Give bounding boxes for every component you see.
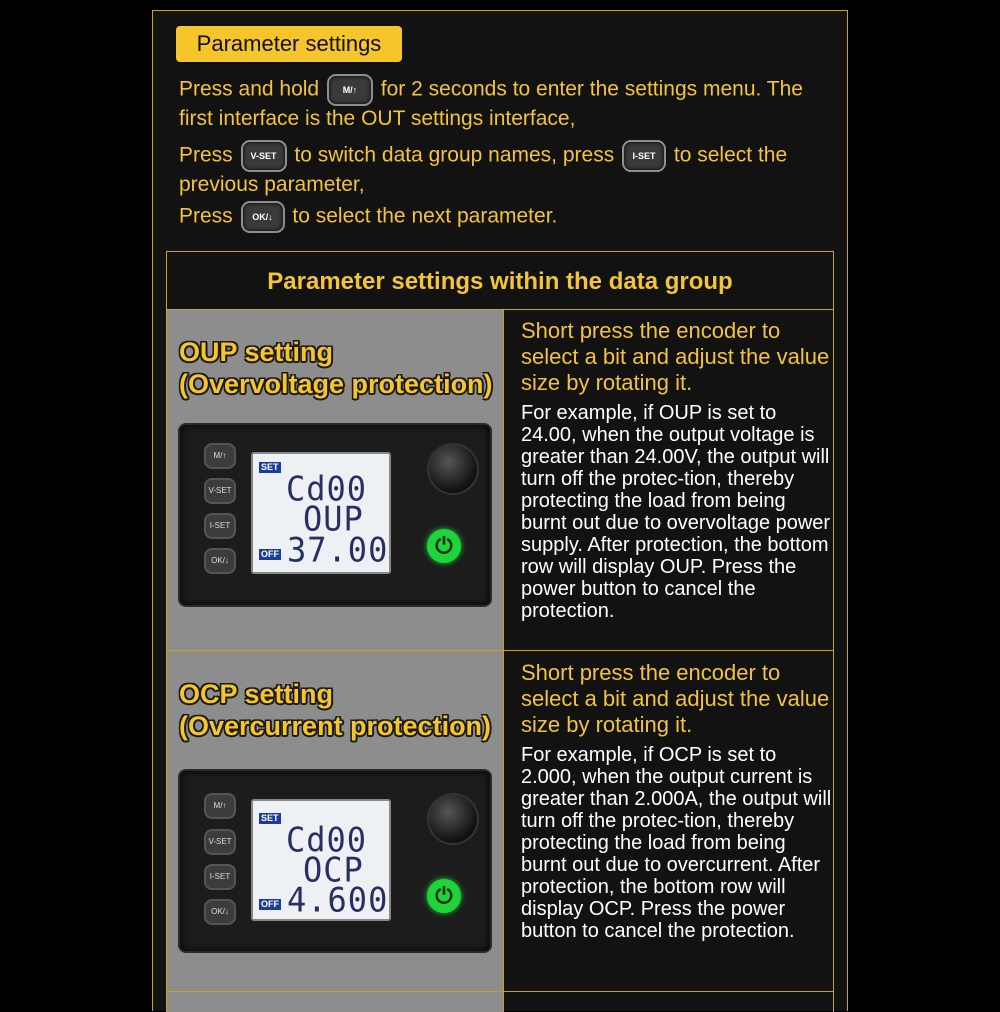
- table-title: Parameter settings within the data group: [167, 252, 833, 310]
- data-group-table: [166, 251, 834, 1012]
- lcd-off-tag: OFF: [261, 899, 279, 909]
- lcd-row-2: OUP: [303, 499, 364, 539]
- lcd-row-2: OCP: [303, 850, 364, 890]
- lcd-set-tag: SET: [261, 813, 279, 823]
- device-lcd: [251, 799, 391, 921]
- ocp-image-cell: [167, 651, 504, 991]
- device-ok-button: OK/↓: [204, 548, 236, 574]
- ok-key-icon: OK/↓: [241, 201, 285, 233]
- lcd-off-tag: OFF: [261, 549, 279, 559]
- device-vset-button: V-SET: [204, 478, 236, 504]
- oup-image-cell: [167, 310, 504, 650]
- device-m-button: M/↑: [204, 443, 236, 469]
- oup-title: OUP setting (Overvoltage protection): [179, 337, 493, 399]
- vset-key-icon: V-SET: [241, 140, 287, 172]
- lcd-row-3: 4.600: [287, 880, 389, 920]
- device-lcd: [251, 452, 391, 574]
- device-ok-button: OK/↓: [204, 899, 236, 925]
- power-button-icon: ⏻: [427, 529, 461, 563]
- section-badge: Parameter settings: [176, 26, 402, 62]
- iset-key-icon: I-SET: [622, 140, 666, 172]
- power-button-icon: ⏻: [427, 879, 461, 913]
- lcd-row-1: Cd00: [286, 820, 368, 860]
- device-m-button: M/↑: [204, 793, 236, 819]
- oup-body: For example, if OUP is set to 24.00, when the output voltage is greater than 24.00V, the output will turn off the protec-tion, thereby protecting the load from being burnt out due to overvoltage power supply. After protection, the bottom row will display OUP. Press the power button to cancel the protection.: [521, 402, 831, 622]
- m-key-icon: M/↑: [327, 74, 373, 106]
- lcd-set-tag: SET: [261, 462, 279, 472]
- intro-line-1: Press and hold M/↑ for 2 seconds to enter the settings menu. The: [179, 74, 839, 106]
- ocp-text-cell: [504, 660, 833, 942]
- intro-line-3: Press V-SET to switch data group names, press I-SET to select the: [179, 140, 839, 172]
- encoder-knob-icon: [427, 443, 479, 495]
- oup-text-cell: [504, 318, 833, 622]
- lcd-row-3: 37.00: [287, 530, 389, 570]
- intro-line-2: first interface is the OUT settings interface,: [179, 107, 576, 130]
- ocp-body: For example, if OCP is set to 2.000, when the output current is greater than 2.000A, the output will turn off the protec-tion, thereby protecting the load from being burnt out due to overcurrent. After protection, the bottom row will display OCP. Press the power button to cancel the protection.: [521, 744, 832, 942]
- intro-line-5: Press OK/↓ to select the next parameter.: [179, 201, 839, 233]
- intro-line-4: previous parameter,: [179, 173, 365, 196]
- ocp-title: OCP setting (Overcurrent protection): [179, 679, 492, 741]
- oup-lead: Short press the encoder to select a bit and adjust the value size by rotating it.: [521, 318, 830, 395]
- encoder-knob-icon: [427, 793, 479, 845]
- next-image-cell: [167, 992, 504, 1012]
- device-iset-button: I-SET: [204, 513, 236, 539]
- oup-device-photo: [180, 425, 490, 605]
- device-vset-button: V-SET: [204, 829, 236, 855]
- device-iset-button: I-SET: [204, 864, 236, 890]
- ocp-device-photo: [180, 771, 490, 951]
- lcd-row-1: Cd00: [286, 469, 368, 509]
- ocp-lead: Short press the encoder to select a bit and adjust the value size by rotating it.: [521, 660, 830, 737]
